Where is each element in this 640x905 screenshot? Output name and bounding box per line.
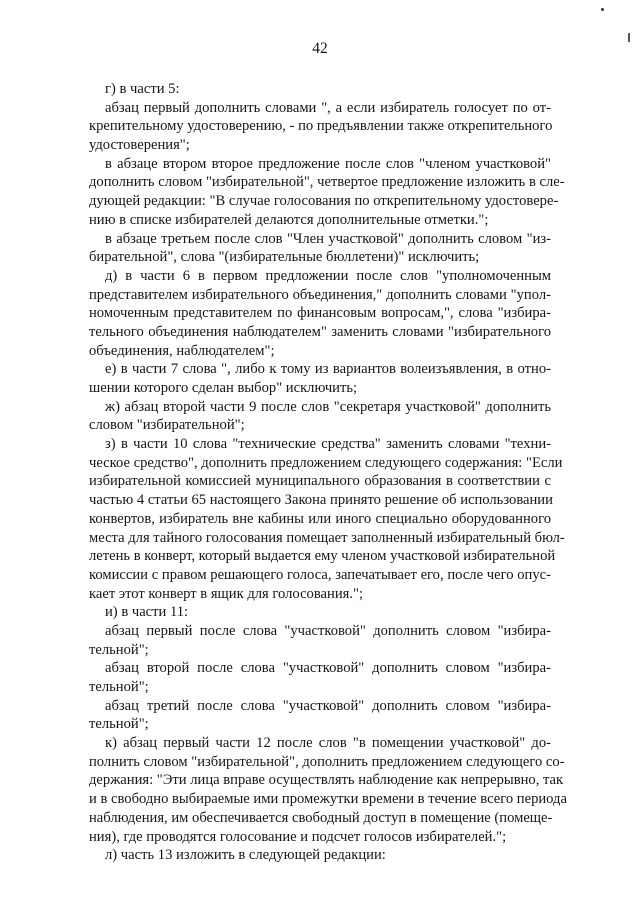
text-line: нию в списке избирателей делаются дополнительные отметки."; xyxy=(89,211,489,228)
text-line: абзац третий после слова "участковой" дополнить словом "избира- xyxy=(105,697,551,714)
text-line: словом "избирательной"; xyxy=(89,417,245,434)
text-line: полнить словом "избирательной", дополнить предложением следующего со- xyxy=(89,753,565,770)
text-line: представителем избирательного объединения," дополнить словами "упол- xyxy=(89,286,551,303)
text-line: в абзаце третьем после слов "Член участковой" дополнить словом "из- xyxy=(105,230,551,247)
text-line: места для тайного голосования помещает заполненный избирательный бюл- xyxy=(89,529,565,546)
text-line: в абзаце втором второе предложение после слов "членом участковой" xyxy=(105,155,551,172)
text-line: конвертов, избиратель вне кабины или иного специально оборудованного xyxy=(89,510,551,527)
text-line: ния), где проводятся голосование и подсчет голосов избирателей."; xyxy=(89,828,507,845)
text-line: з) в части 10 слова "технические средства" заменить словами "техни- xyxy=(105,436,551,453)
text-line: кает этот конверт в ящик для голосования."; xyxy=(89,585,364,602)
text-line: тельной"; xyxy=(89,641,149,658)
text-line: к) абзац первый части 12 после слов "в помещении участковой" до- xyxy=(105,735,551,752)
text-line: летень в конверт, который выдается ему членом участковой избирательной xyxy=(89,548,556,565)
text-line: удостоверения"; xyxy=(89,137,190,154)
text-line: ж) абзац второй части 9 после слов "секретаря участковой" дополнить xyxy=(105,398,551,415)
text-line: г) в части 5: xyxy=(105,81,180,97)
text-line: е) в части 7 слова ", либо к тому из вариантов волеизъявления, в отно- xyxy=(105,361,551,378)
text-line: номоченным представителем по финансовым вопросам,", слова "избира- xyxy=(89,305,551,322)
text-line: частью 4 статьи 65 настоящего Закона принято решение об использовании xyxy=(89,492,553,509)
text-line: шении которого сделан выбор" исключить; xyxy=(89,380,358,396)
text-line: держания: "Эти лица вправе осуществлять наблюдение как непрерывно, так xyxy=(89,772,564,789)
text-line: и в свободно выбираемые ими промежутки времени в течение всего периода xyxy=(89,791,567,808)
text-line: тельного объединения наблюдателем" заменить словами "избирательного xyxy=(89,323,551,340)
text-line: дополнить словом "избирательной", четвертое предложение изложить в сле- xyxy=(89,174,565,191)
text-line: и) в части 11: xyxy=(105,604,189,621)
text-line: абзац второй после слова "участковой" дополнить словом "избира- xyxy=(105,660,551,677)
text-line: крепительному удостоверению, - по предъявлении также открепительного xyxy=(89,118,553,135)
scan-speck xyxy=(601,8,604,11)
text-line: абзац первый после слова "участковой" дополнить словом "избира- xyxy=(105,622,551,639)
text-line: тельной"; xyxy=(89,716,149,733)
text-line: л) часть 13 изложить в следующей редакции: xyxy=(105,847,386,864)
text-line: д) в части 6 в первом предложении после слов "уполномоченным xyxy=(105,267,551,284)
page-number: 42 xyxy=(312,40,328,57)
text-line: абзац первый дополнить словами ", а если избиратель голосует по от- xyxy=(105,99,551,116)
text-line: наблюдения, им обеспечивается свободный доступ в помещение (помеще- xyxy=(89,809,553,826)
text-line: бирательной", слова "(избирательные бюллетени)" исключить; xyxy=(89,249,480,266)
text-line: избирательной комиссией муниципального образования в соответствии с xyxy=(89,473,551,490)
text-line: объединения, наблюдателем"; xyxy=(89,342,275,359)
text-line: комиссии с правом решающего голоса, запечатывает его, после чего опус- xyxy=(89,566,551,583)
text-line: тельной"; xyxy=(89,679,149,695)
text-line: ческое средство", дополнить предложением следующего содержания: "Если xyxy=(89,454,563,471)
document-body xyxy=(89,80,567,865)
text-line: дующей редакции: "В случае голосования по открепительному удостовере- xyxy=(89,193,559,210)
